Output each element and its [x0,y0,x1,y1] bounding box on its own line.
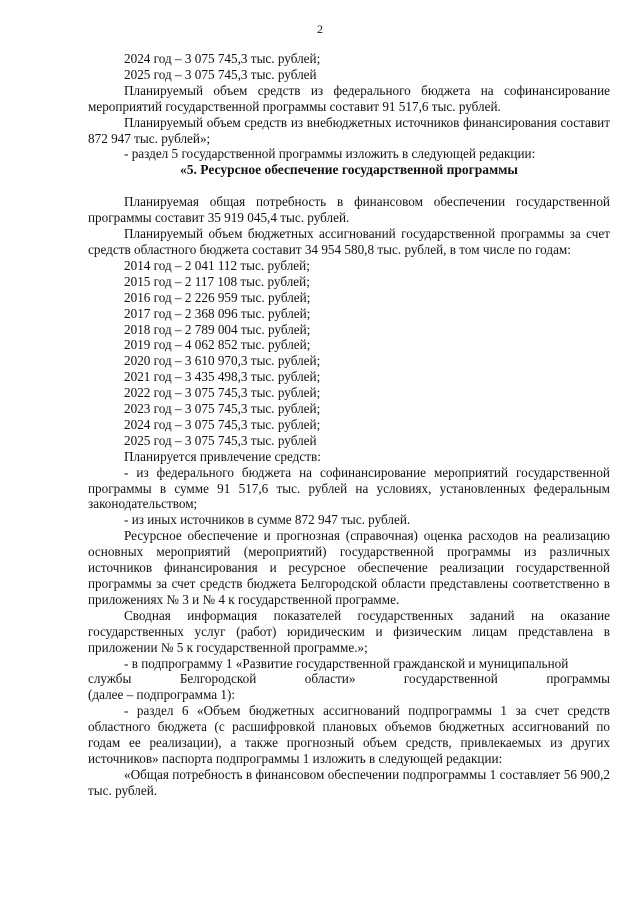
section5-heading: «5. Ресурсное обеспечение государственной программы [180,162,518,178]
subprogram-intro-line: - в подпрограмму 1 «Развитие государственной гражданской и муниципальной [124,655,569,671]
year-line: 2022 год – 3 075 745,3 тыс. рублей; [124,385,321,401]
year-line: 2024 год – 3 075 745,3 тыс. рублей; [124,416,321,432]
summary-info-paragraph: Сводная информация показателей государственных заданий на оказание государственных услуг (работ) юридическим и физическим лицам представлена в приложении № 5 к государственной программе.»; [88,607,610,655]
attraction-federal: - из федерального бюджета на софинансирование мероприятий государственной программы в сумме 91 517,6 тыс. рублей на условиях, установленных федеральным законодательством; [88,464,610,512]
year-line: 2017 год – 2 368 096 тыс. рублей; [124,305,311,321]
document-body [88,51,610,799]
regional-budget-paragraph: Планируемый объем бюджетных ассигнований государственной программы за счет средств областного бюджета составит 34 954 580,8 тыс. рублей, в том числе по годам: [88,226,610,257]
word: Белгородской [179,671,257,687]
year-line: 2023 год – 3 075 745,3 тыс. рублей; [124,401,321,417]
year-line: 2018 год – 2 789 004 тыс. рублей; [124,321,311,337]
year-line: 2020 год – 3 610 970,3 тыс. рублей; [124,353,321,369]
section5-instruction: - раздел 5 государственной программы изложить в следующей редакции: [124,146,536,162]
subprogram-intro-spread-line [88,671,610,687]
word: государственной [403,671,498,687]
word: службы [88,671,132,687]
federal-cofinancing-paragraph: Планируемый объем средств из федерального бюджета на софинансирование мероприятий государственной программы составит 91 517,6 тыс. рублей. [88,82,610,114]
total-need-paragraph: Планируемая общая потребность в финансовом обеспечении государственной программы составит 35 919 045,4 тыс. рублей. [88,194,610,226]
year-line: 2025 год – 3 075 745,3 тыс. рублей [124,66,317,82]
year-line: 2024 год – 3 075 745,3 тыс. рублей; [124,51,321,66]
years-list [88,258,610,449]
subprogram-intro-line: (далее – подпрограмма 1): [88,687,236,703]
year-line: 2014 год – 2 041 112 тыс. рублей; [124,257,310,273]
word: программы [546,671,610,687]
attraction-other: - из иных источников в сумме 872 947 тыс. рублей. [124,512,411,528]
year-line: 2016 год – 2 226 959 тыс. рублей; [124,289,311,305]
offbudget-paragraph: Планируемый объем средств из внебюджетных источников финансирования составит 872 947 тыс. рублей»; [88,114,610,146]
year-line: 2025 год – 3 075 745,3 тыс. рублей [124,432,317,448]
subprogram-total-paragraph: «Общая потребность в финансовом обеспечении подпрограммы 1 составляет 56 900,2 тыс. рублей. [88,766,610,798]
section6-paragraph: - раздел 6 «Объем бюджетных ассигнований подпрограммы 1 за счет средств областного бюджета (с расшифровкой плановых объемов бюджетных ассигнований по годам ее реализации), а также прогнозный объем средств, привлекаемых из других источников» паспорта подпрограммы 1 изложить в следующей редакции: [88,703,610,766]
year-line: 2019 год – 4 062 852 тыс. рублей; [124,337,311,353]
resource-forecast-paragraph: Ресурсное обеспечение и прогнозная (справочная) оценка расходов на реализацию основных мероприятий (мероприятий) государственной программы из различных источников финансирования и ресурсное обеспечение реализации государственной программы за счет средств бюджета Белгородской области представлены соответственно в приложениях № 3 и № 4 к государственной программе. [88,528,610,607]
attraction-intro: Планируется привлечение средств: [124,448,321,464]
page-number: 2 [317,22,323,36]
year-line: 2015 год – 2 117 108 тыс. рублей; [124,273,310,289]
word: области» [304,671,356,687]
year-line: 2021 год – 3 435 498,3 тыс. рублей; [124,369,321,385]
